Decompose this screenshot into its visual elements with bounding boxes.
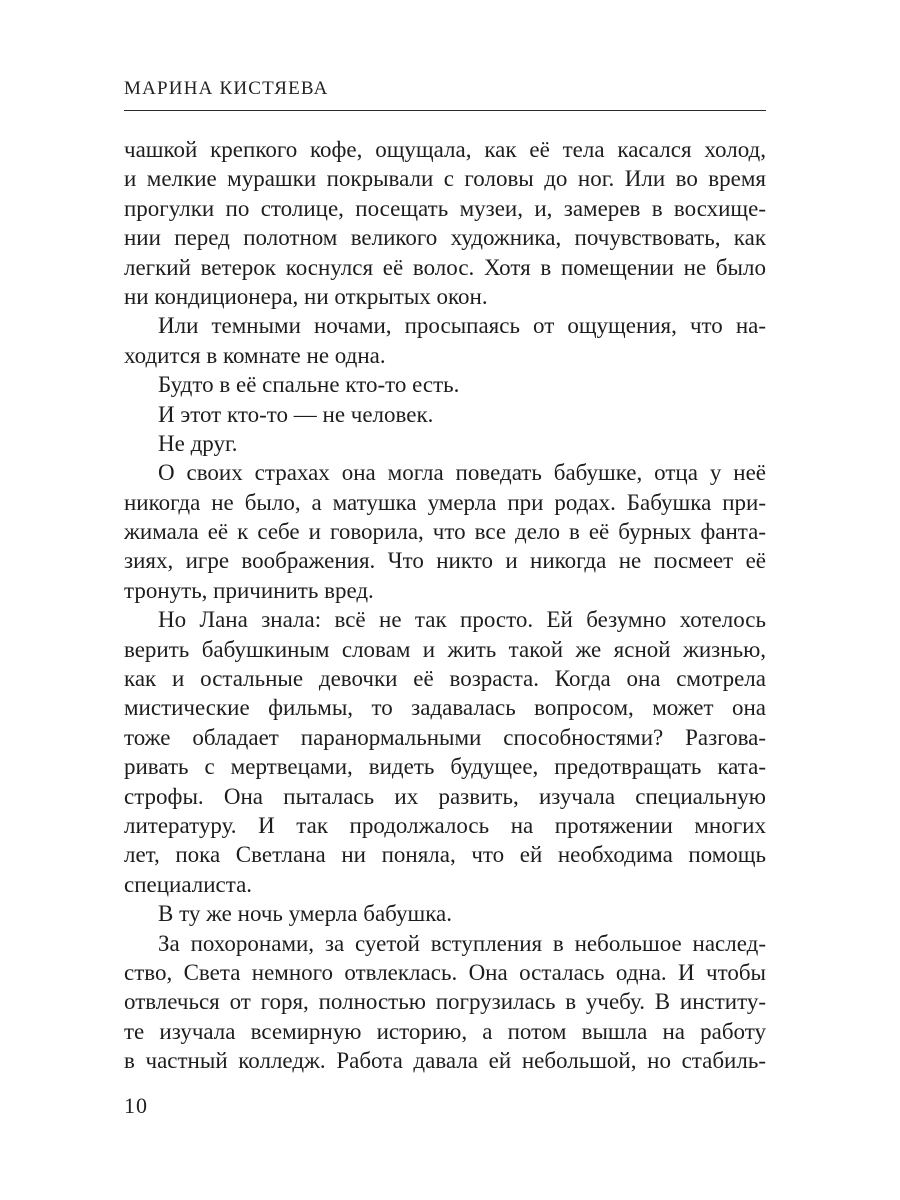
body-text — [124, 135, 766, 1076]
text-line: ривать с мертвецами, видеть будущее, предотвращать ката- — [124, 754, 766, 780]
text-line: ство, Света немного отвлеклась. Она осталась одна. И чтобы — [124, 959, 766, 985]
text-line: ходится в комнате не одна. — [124, 342, 386, 368]
text-line: О своих страхах она могла поведать бабушке, отца у неё — [158, 460, 766, 486]
text-line: те изучала всемирную историю, а потом вышла на работу — [124, 1018, 766, 1044]
text-line: В ту же ночь умерла бабушка. — [158, 901, 452, 927]
text-line: легкий ветерок коснулся её волос. Хотя в помещении не было — [124, 254, 766, 280]
text-line: литературу. И так продолжалось на протяжении многих — [124, 812, 766, 838]
text-line: отвлечься от горя, полностью погрузилась в учебу. В институ- — [124, 989, 766, 1015]
text-line: как и остальные девочки её возраста. Когда она смотрела — [124, 666, 766, 692]
text-line: жимала её к себе и говорила, что все дело в её бурных фанта- — [124, 519, 766, 545]
text-line: в частный колледж. Работа давала ей небольшой, но стабиль- — [124, 1048, 766, 1074]
text-line: лет, пока Светлана ни поняла, что ей необходима помощь — [124, 842, 766, 868]
text-line: зиях, игре воображения. Что никто и никогда не посмеет её — [124, 548, 766, 574]
text-line: и мелкие мурашки покрывали с головы до ног. Или во время — [124, 166, 766, 192]
text-line: нии перед полотном великого художника, почувствовать, как — [124, 225, 766, 251]
text-line: тоже обладает паранормальными способностями? Разгова- — [124, 724, 766, 750]
header-rule — [124, 110, 766, 111]
page-number: 10 — [124, 1093, 148, 1118]
text-line: специалиста. — [124, 871, 253, 897]
text-line: строфы. Она пыталась их развить, изучала специальную — [124, 783, 766, 809]
text-line: ни кондиционера, ни открытых окон. — [124, 283, 488, 309]
text-line: прогулки по столице, посещать музеи, и, замерев в восхище- — [124, 195, 766, 221]
text-line: мистические фильмы, то задавалась вопросом, может она — [124, 695, 766, 721]
text-line: тронуть, причинить вред. — [124, 577, 374, 603]
text-line: верить бабушкиным словам и жить такой же ясной жизнью, — [124, 636, 766, 662]
running-head-author: МАРИНА КИСТЯЕВА — [124, 78, 329, 99]
text-line: никогда не было, а матушка умерла при родах. Бабушка при- — [124, 489, 766, 515]
text-line: Будто в её спальне кто-то есть. — [158, 372, 460, 398]
text-line: Или темными ночами, просыпаясь от ощущения, что на- — [158, 313, 766, 339]
text-line: За похоронами, за суетой вступления в небольшое наслед- — [158, 930, 766, 956]
text-line: Не друг. — [158, 430, 238, 456]
text-line: Но Лана знала: всё не так просто. Ей безумно хотелось — [158, 607, 766, 633]
text-line: чашкой крепкого кофе, ощущала, как её тела касался холод, — [124, 137, 766, 162]
text-line: И этот кто-то — не человек. — [158, 401, 434, 427]
